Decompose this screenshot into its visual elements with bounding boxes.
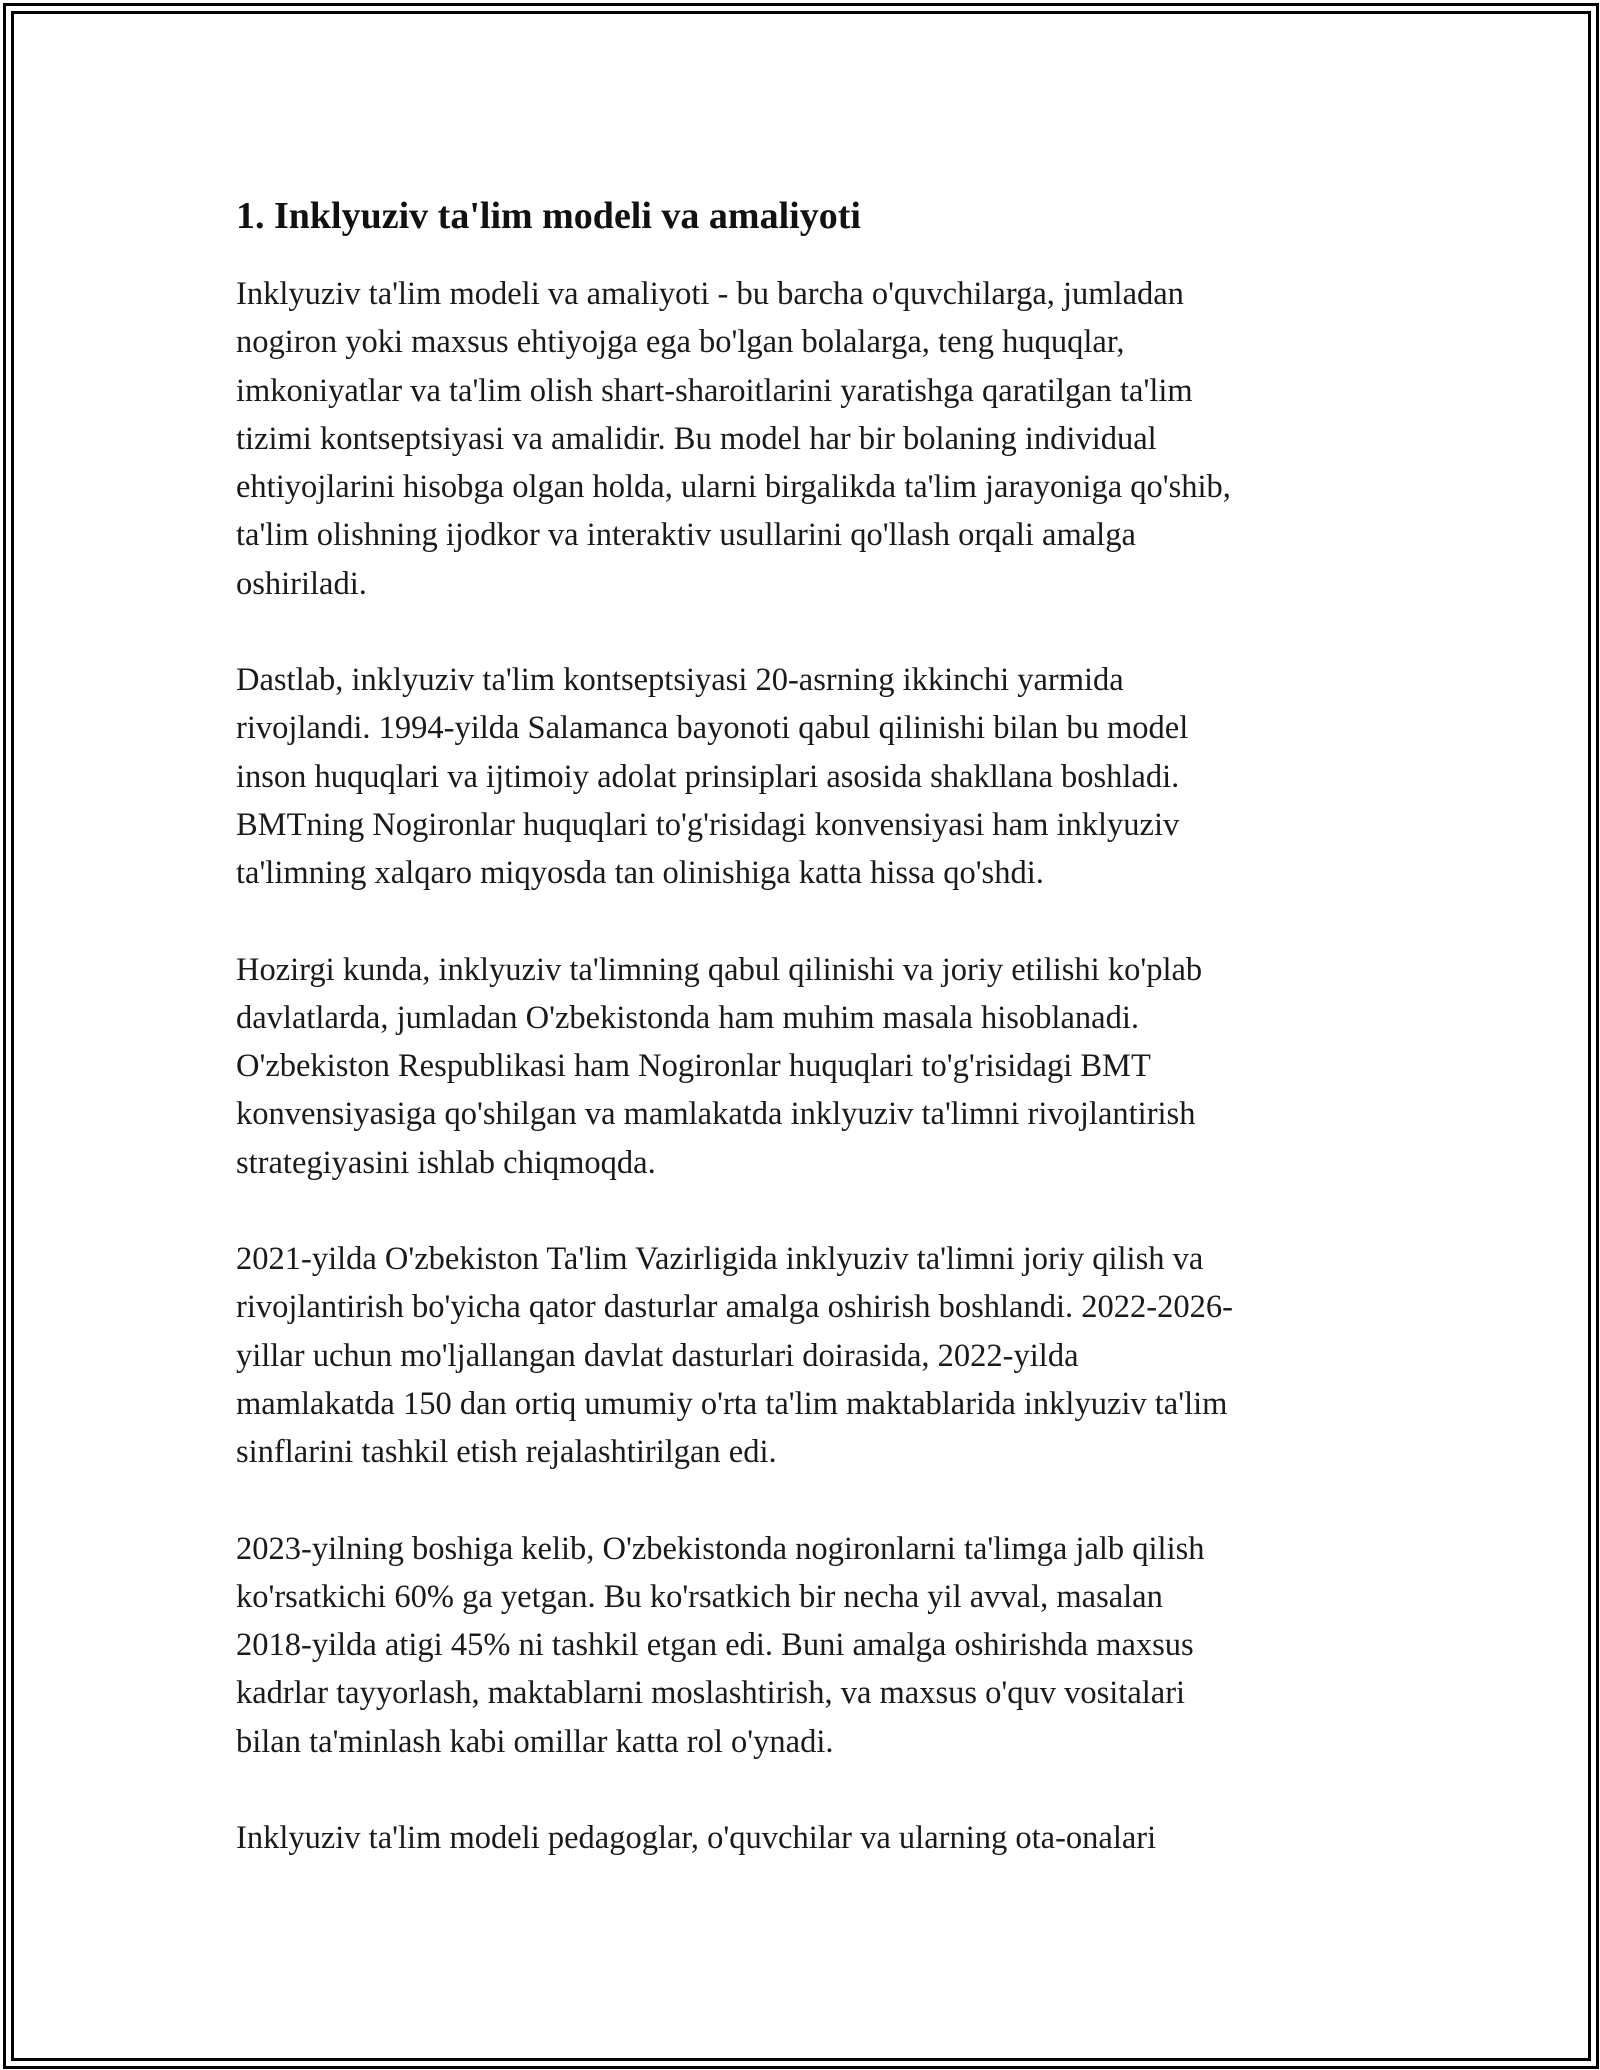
text-line: 2018-yilda atigi 45% ni tashkil etgan edi. Buni amalga oshirishda maxsus	[236, 1627, 1194, 1664]
text-line: Inklyuziv ta'lim modeli va amaliyoti - bu barcha o'quvchilarga, jumladan	[236, 276, 1184, 312]
text-line: Dastlab, inklyuziv ta'lim kontseptsiyasi 20-asrning ikkinchi yarmida	[236, 662, 1124, 699]
paragraph-1	[236, 270, 1396, 608]
text-line: ehtiyojlarini hisobga olgan holda, ularni birgalikda ta'lim jarayoniga qo'shib,	[236, 469, 1231, 506]
text-line: ta'limning xalqaro miqyosda tan olinishiga katta hissa qo'shdi.	[236, 855, 1044, 892]
document-body	[236, 184, 1396, 1910]
text-line: O'zbekiston Respublikasi ham Nogironlar huquqlari to'g'risidagi BMT	[236, 1048, 1151, 1085]
section-heading: 1. Inklyuziv ta'lim modeli va amaliyoti	[236, 195, 861, 237]
text-line: ta'lim olishning ijodkor va interaktiv usullarini qo'llash orqali amalga	[236, 517, 1136, 554]
text-line: kadrlar tayyorlash, maktablarni moslashtirish, va maxsus o'quv vositalari	[236, 1675, 1186, 1712]
text-line: Inklyuziv ta'lim modeli pedagoglar, o'quvchilar va ularning ota-onalari	[236, 1820, 1157, 1857]
text-line: yillar uchun mo'ljallangan davlat dasturlari doirasida, 2022-yilda	[236, 1337, 1079, 1374]
paragraph-2	[236, 656, 1396, 897]
text-line: rivojlantirish bo'yicha qator dasturlar amalga oshirish boshlandi. 2022-2026-	[236, 1289, 1233, 1326]
text-line: mamlakatda 150 dan ortiq umumiy o'rta ta'lim maktablarida inklyuziv ta'lim	[236, 1385, 1228, 1422]
text-line: Hozirgi kunda, inklyuziv ta'limning qabul qilinishi va joriy etilishi ko'plab	[236, 951, 1203, 988]
text-line: rivojlandi. 1994-yilda Salamanca bayonoti qabul qilinishi bilan bu model	[236, 710, 1189, 747]
text-line: strategiyasini ishlab chiqmoqda.	[236, 1144, 656, 1181]
paragraph-5	[236, 1525, 1396, 1766]
text-line: 2021-yilda O'zbekiston Ta'lim Vazirligida inklyuziv ta'limni joriy qilish va	[236, 1241, 1204, 1278]
text-line: inson huquqlari va ijtimoiy adolat prinsiplari asosida shakllana boshladi.	[236, 758, 1180, 795]
text-line: BMTning Nogironlar huquqlari to'g'risidagi konvensiyasi ham inklyuziv	[236, 806, 1180, 843]
text-line: sinflarini tashkil etish rejalashtirilgan edi.	[236, 1434, 777, 1471]
paragraph-3	[236, 946, 1396, 1187]
text-line: oshiriladi.	[236, 565, 367, 602]
text-line: tizimi kontseptsiyasi va amalidir. Bu model har bir bolaning individual	[236, 420, 1157, 457]
text-line: nogiron yoki maxsus ehtiyojga ega bo'lgan bolalarga, teng huquqlar,	[236, 324, 1125, 361]
text-line: bilan ta'minlash kabi omillar katta rol o'ynadi.	[236, 1723, 834, 1760]
text-line: 2023-yilning boshiga kelib, O'zbekistonda nogironlarni ta'limga jalb qilish	[236, 1530, 1205, 1567]
paragraph-6	[236, 1814, 1396, 1862]
paragraph-4	[236, 1235, 1396, 1476]
text-line: imkoniyatlar va ta'lim olish shart-sharoitlarini yaratishga qaratilgan ta'lim	[236, 372, 1193, 409]
text-line: davlatlarda, jumladan O'zbekistonda ham muhim masala hisoblanadi.	[236, 999, 1139, 1036]
text-line: konvensiyasiga qo'shilgan va mamlakatda inklyuziv ta'limni rivojlantirish	[236, 1096, 1196, 1133]
text-line: ko'rsatkichi 60% ga yetgan. Bu ko'rsatkich bir necha yil avval, masalan	[236, 1578, 1163, 1615]
